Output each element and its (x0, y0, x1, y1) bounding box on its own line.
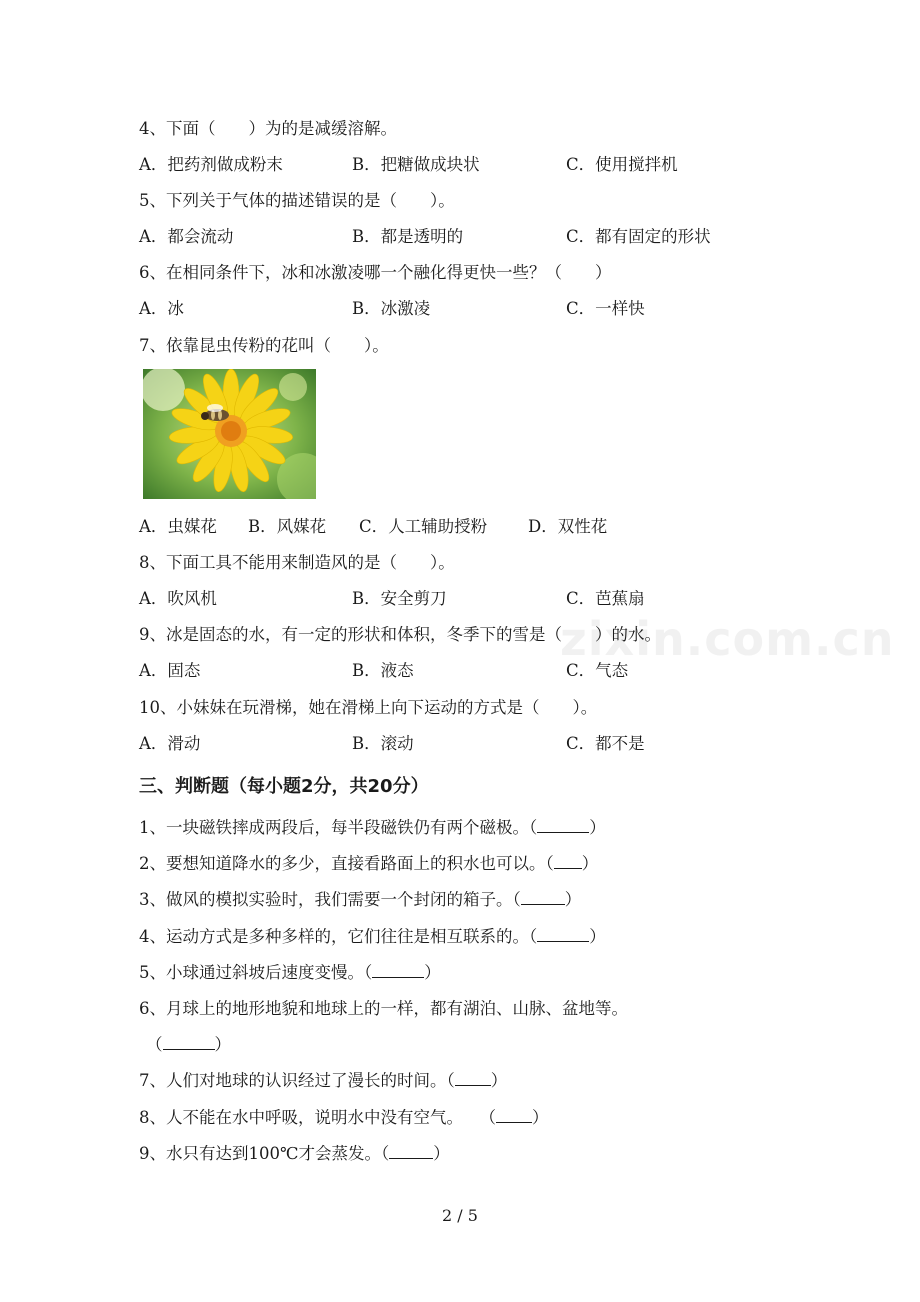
question-8: 8、下面工具不能用来制造风的是（ ）。 (139, 553, 455, 572)
q6-option-b: B．冰激凌 (352, 299, 431, 318)
q4-option-c: C．使用搅拌机 (566, 155, 678, 174)
q7-option-a: A．虫媒花 (139, 517, 217, 536)
tf-item-1: 1、一块磁铁摔成两段后，每半段磁铁仍有两个磁极。（ ） (139, 818, 606, 837)
q8-option-b: B．安全剪刀 (352, 589, 447, 608)
q8-option-a: A．吹风机 (139, 589, 217, 608)
q5-option-a: A．都会流动 (139, 227, 234, 246)
tf-item-8: 8、人不能在水中呼吸，说明水中没有空气。 （ ） (139, 1108, 549, 1127)
tf-item-6: 6、月球上的地形地貌和地球上的一样，都有湖泊、山脉、盆地等。 (139, 999, 628, 1018)
q4-option-a: A．把药剂做成粉末 (139, 155, 283, 174)
tf-item-7: 7、人们对地球的认识经过了漫长的时间。（ ） (139, 1071, 508, 1090)
q9-option-c: C．气态 (566, 661, 629, 680)
q9-option-a: A．固态 (139, 661, 201, 680)
q4-option-b: B．把糖做成块状 (352, 155, 480, 174)
q7-option-d: D．双性花 (528, 517, 608, 536)
question-6: 6、在相同条件下，冰和冰激凌哪一个融化得更快一些？（ ） (139, 263, 612, 282)
tf-item-4: 4、运动方式是多种多样的，它们往往是相互联系的。（ ） (139, 927, 606, 946)
question-10: 10、小妹妹在玩滑梯，她在滑梯上向下运动的方式是（ ）。 (139, 698, 598, 717)
tf-item-3: 3、做风的模拟实验时，我们需要一个封闭的箱子。（ ） (139, 890, 582, 909)
q8-option-c: C．芭蕉扇 (566, 589, 645, 608)
tf-item-9: 9、水只有达到100℃才会蒸发。（ ） (139, 1144, 450, 1163)
section-heading: 三、判断题（每小题2分，共20分） (139, 776, 429, 797)
tf-item-2: 2、要想知道降水的多少，直接看路面上的积水也可以。（ ） (139, 854, 599, 873)
tf-item-5: 5、小球通过斜坡后速度变慢。（ ） (139, 963, 441, 982)
q6-option-a: A．冰 (139, 299, 184, 318)
q10-option-b: B．滚动 (352, 734, 414, 753)
question-4: 4、下面（ ）为的是减缓溶解。 (139, 119, 397, 138)
q5-option-b: B．都是透明的 (352, 227, 464, 246)
q10-option-c: C．都不是 (566, 734, 645, 753)
question-7: 7、依靠昆虫传粉的花叫（ ）。 (139, 336, 389, 355)
flower-bee-image (143, 369, 316, 499)
q6-option-c: C．一样快 (566, 299, 645, 318)
tf-item-6-answer: （ ） (146, 1035, 231, 1054)
page-number: 2 / 5 (442, 1206, 478, 1225)
q9-option-b: B．液态 (352, 661, 414, 680)
watermark: zixin.com.cn (560, 612, 895, 666)
q10-option-a: A．滑动 (139, 734, 201, 753)
question-5: 5、下列关于气体的描述错误的是（ ）。 (139, 191, 455, 210)
question-9: 9、冰是固态的水，有一定的形状和体积，冬季下的雪是（ ）的水。 (139, 625, 661, 644)
q7-option-b: B．风媒花 (248, 517, 327, 536)
q7-option-c: C．人工辅助授粉 (359, 517, 488, 536)
q5-option-c: C．都有固定的形状 (566, 227, 711, 246)
